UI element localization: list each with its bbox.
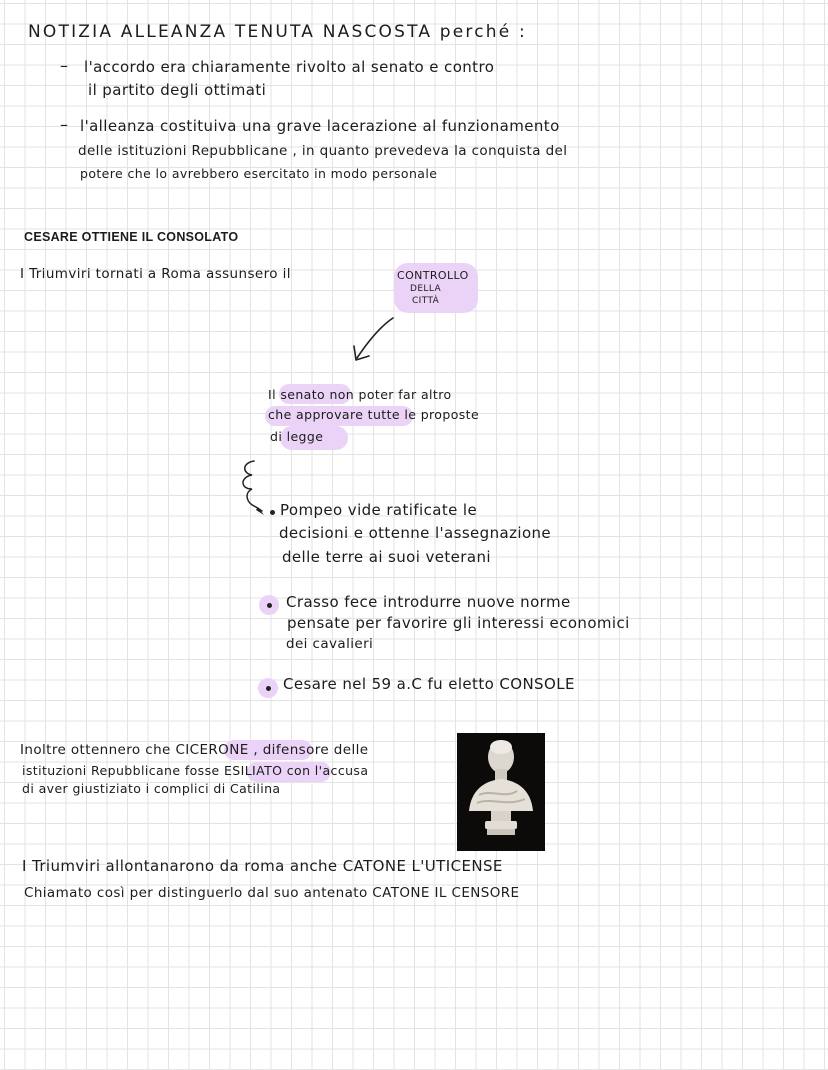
cicero-line-3: di aver giustiziato i complici di Catilina <box>22 781 281 796</box>
down-left-arrow-icon <box>345 312 405 372</box>
bullet-1-line-1: l'accordo era chiaramente rivolto al senato e contro <box>84 58 495 76</box>
result-3-line-1: Cesare nel 59 a.C fu eletto CONSOLE <box>283 675 575 693</box>
bullet-dot <box>266 686 271 691</box>
bullet-dot <box>267 603 272 608</box>
triumvirs-line: I Triumviri tornati a Roma assunsero il <box>20 266 291 282</box>
cato-line-1: I Triumviri allontanarono da roma anche CATONE L'UTICENSE <box>22 857 503 875</box>
bullet-dot <box>270 510 275 515</box>
senate-line-2: che approvare tutte le proposte <box>268 407 480 422</box>
result-1-line-3: delle terre ai suoi veterani <box>282 548 491 566</box>
control-label-1: CONTROLLO <box>397 269 469 282</box>
cicero-bust-image <box>457 733 545 851</box>
bullet-1-line-2: il partito degli ottimati <box>88 81 267 99</box>
result-2-line-2: pensate per favorire gli interessi economici <box>287 614 630 632</box>
bullet-2-line-3: potere che lo avrebbero esercitato in modo personale <box>80 166 438 181</box>
senate-line-3: di legge <box>270 429 324 444</box>
result-1-line-1: Pompeo vide ratificate le <box>280 501 478 519</box>
section-heading: CESARE OTTIENE IL CONSOLATO <box>24 230 239 244</box>
curly-connector-icon <box>232 455 282 525</box>
page-title: NOTIZIA ALLEANZA TENUTA NASCOSTA perché : <box>28 22 527 42</box>
result-2-line-1: Crasso fece introdurre nuove norme <box>286 593 571 611</box>
bullet-2-line-2: delle istituzioni Repubblicane , in quanto prevedeva la conquista del <box>78 143 568 159</box>
dash-bullet: – <box>60 115 68 134</box>
control-label-2: DELLA <box>410 284 442 294</box>
control-label-3: CITTÀ <box>412 296 440 306</box>
senate-line-1: Il senato non poter far altro <box>268 387 452 402</box>
cicero-line-1: Inoltre ottennero che CICERONE , difensore delle <box>20 742 369 758</box>
bullet-2-line-1: l'alleanza costituiva una grave lacerazione al funzionamento <box>80 117 560 135</box>
cato-line-2: Chiamato così per distinguerlo dal suo antenato CATONE IL CENSORE <box>24 885 520 901</box>
cicero-line-2: istituzioni Repubblicane fosse ESILIATO con l'accusa <box>22 763 369 778</box>
result-1-line-2: decisioni e ottenne l'assegnazione <box>279 524 552 542</box>
dash-bullet: – <box>60 56 68 75</box>
result-2-line-3: dei cavalieri <box>286 636 374 652</box>
